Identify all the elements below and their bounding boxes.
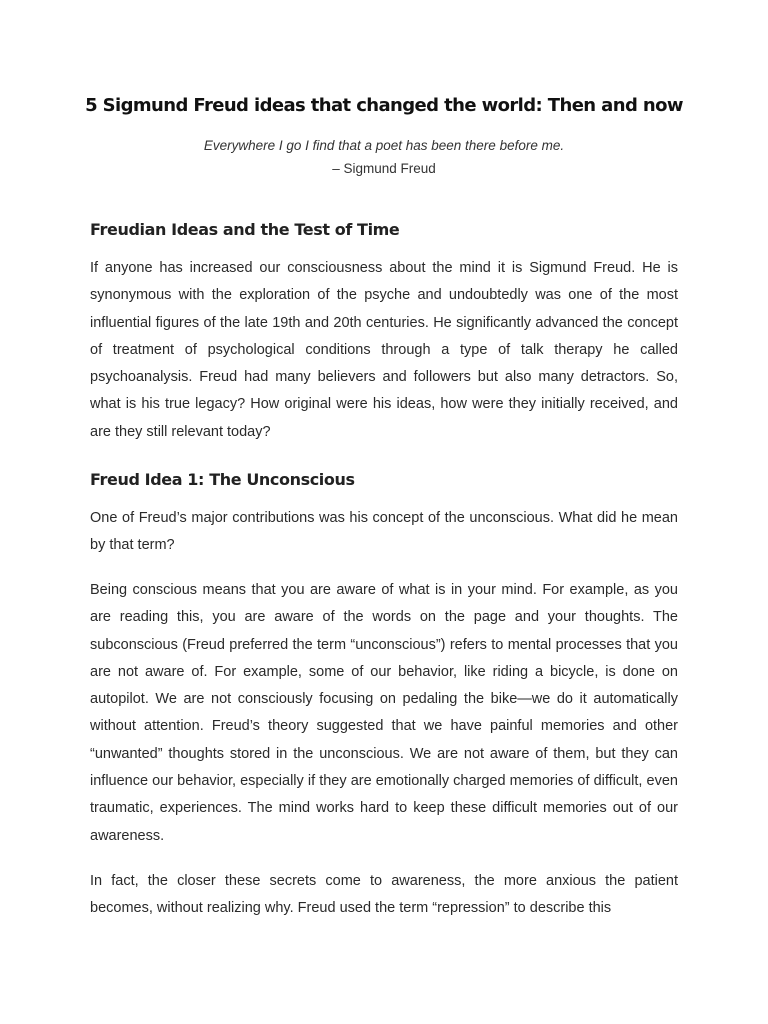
paragraph-repression: In fact, the closer these secrets come to awareness, the more anxious the patient becomes, without realizing why. Freud used the term “repression” to describe this [90,873,678,917]
section-heading-unconscious: Freud Idea 1: The Unconscious [90,470,355,489]
paragraph-unconscious-question: One of Freud’s major contributions was his concept of the unconscious. What did he mean by that term? [90,510,678,554]
paragraph-legacy-intro: If anyone has increased our consciousness about the mind it is Sigmund Freud. He is synonymous with the exploration of the psyche and undoubtedly was one of the most influential figures of the late 19th and 20th centuries. He significantly advanced the concept of treatment of psychological conditions through a type of talk therapy he called psychoanalysis. Freud had many believers and followers but also many detractors. So, what is his true legacy? How original were his ideas, how were they initially received, and are they still relevant today? [90,260,678,440]
paragraph-conscious-definition: Being conscious means that you are aware of what is in your mind. For example, as you are reading this, you are aware of the words on the page and your thoughts. The subconscious (Freud preferred the term “unconscious”) refers to mental processes that you are not aware of. For example, some of our behavior, like riding a bicycle, is done on autopilot. We are not consciously focusing on pedaling the bike—we do it automatically without attention. Freud’s theory suggested that we have painful memories and other “unwanted” thoughts stored in the unconscious. We are not aware of them, but they can influence our behavior, especially if they are emotionally charged memories of difficult, even traumatic, experiences. The mind works hard to keep these difficult memories out of our awareness. [90,582,678,844]
section-heading-test-of-time: Freudian Ideas and the Test of Time [90,220,400,239]
epigraph-attribution: – Sigmund Freud [332,161,436,176]
document-title: 5 Sigmund Freud ideas that changed the world: Then and now [85,95,683,116]
epigraph-quote: Everywhere I go I find that a poet has been there before me. [203,138,565,153]
epigraph [0,134,768,180]
